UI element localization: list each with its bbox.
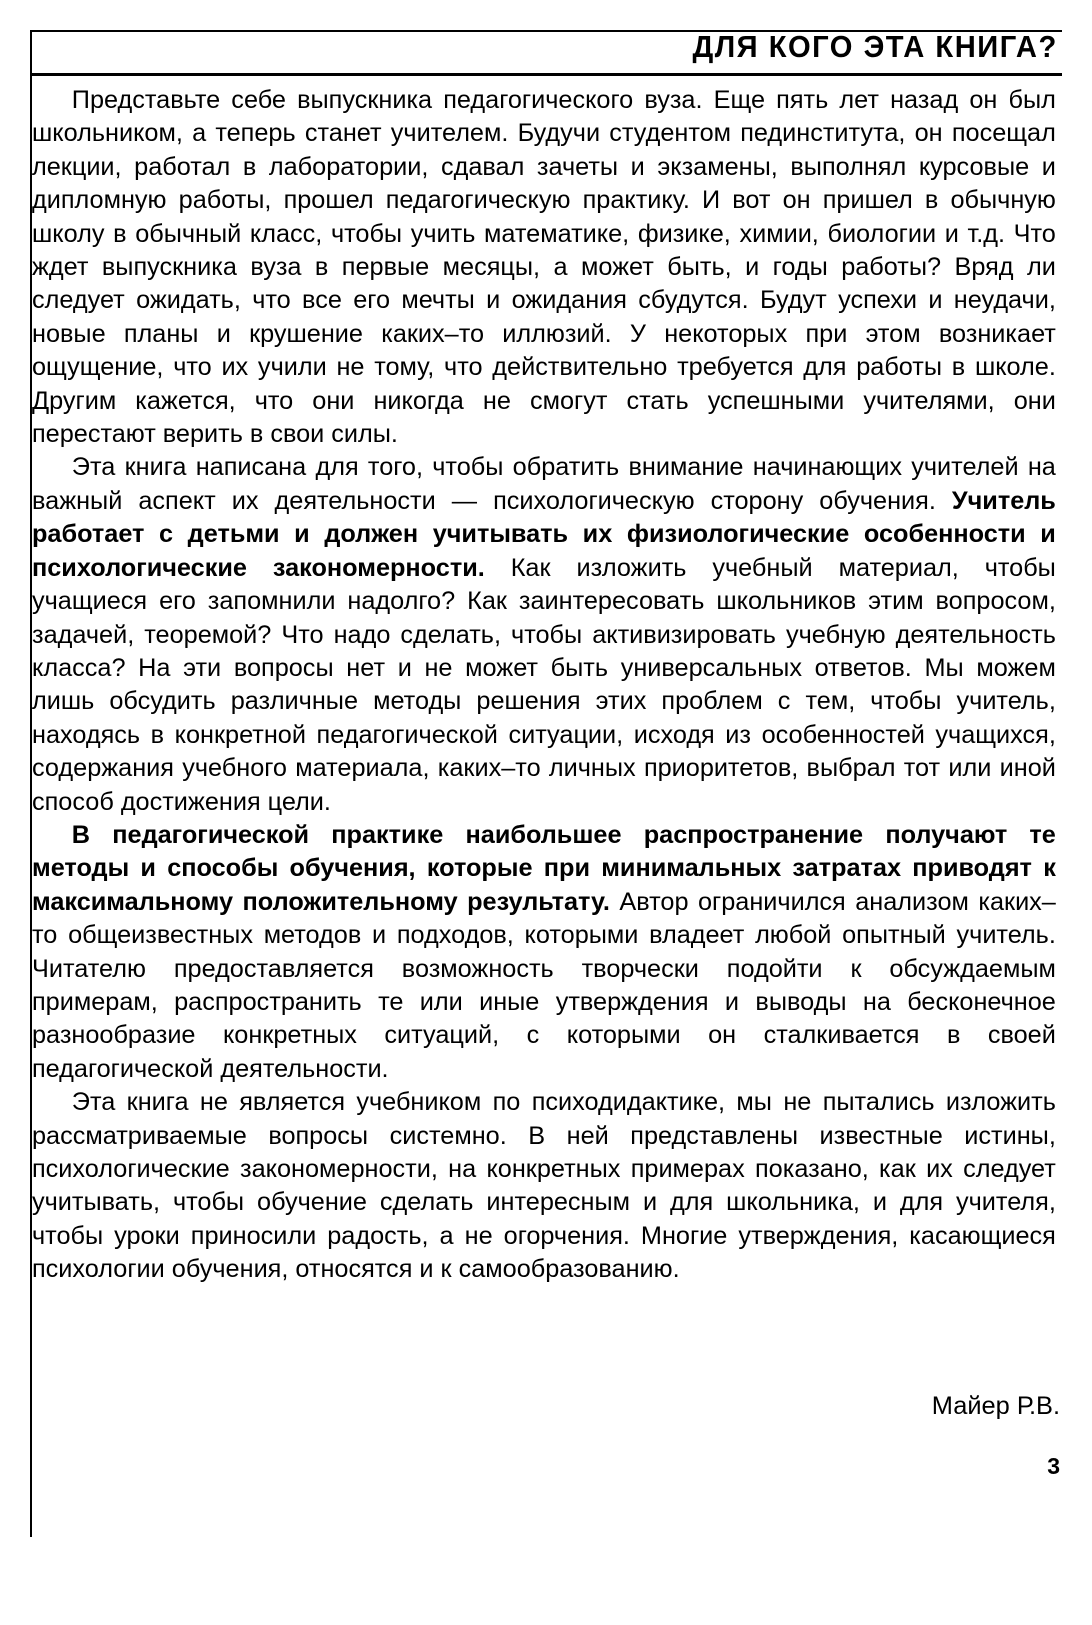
body-text: Автор ограничился анализом каких–то общеизвестных методов и подходов, которыми владеет любой опытный учитель. Читателю предоставляется возможность творчески подойти к обсуждаемым примерам, распространить те или иные утверждения и выводы на бесконечное разнообразие конкретных ситуаций, с которыми он сталкивается в своей педагогической деятельности. [32,887,1056,1083]
emphasis-text: В педагогической практике наибольшее распространение получают те методы и способы обучения, которые при минимальных затратах приводят к максимальному положительному результату. [32,820,1056,916]
body-text: Эта книга не является учебником по психодидактике, мы не пытались изложить рассматриваемые вопросы системно. В ней представлены известные истины, психологические закономерности, на конкретных примерах показано, как их следует учитывать, чтобы обучение сделать интересным и для школьника, и для учителя, чтобы уроки приносили радость, а не огорчения. Многие утверждения, касающиеся психологии обучения, относятся и к самообразованию. [32,1088,1056,1284]
para-3 [32,819,1056,1086]
body-text: Представьте себе выпускника педагогического вуза. Еще пять лет назад он был школьником, а теперь станет учителем. Будучи студентом пединститута, он посещал лекции, работал в лаборатории, сдавал зачеты и экзамены, выполнял курсовые и дипломную работы, прошел педагогическую практику. И вот он пришел в обычную школу в обычный класс, чтобы учить математике, физике, химии, биологии и т.д. Что ждет выпускника вуза в первые месяцы, а может быть, и годы работы? Вряд ли следует ожидать, что все его мечты и ожидания сбудутся. Будут успехи и неудачи, новые планы и крушение каких–то иллюзий. У некоторых при этом возникает ощущение, что их учили не тому, что действительно требуется для работы в школе. Другим кажется, что они никогда не смогут стать успешными учителями, они перестают верить в свои силы. [32,86,1056,449]
para-2 [32,451,1056,818]
para-4 [32,1086,1056,1286]
author-signature: Майер Р.В. [931,1392,1060,1420]
para-1 [32,84,1056,451]
emphasis-text: Учитель работает с детьми и должен учитывать их физиологические особенности и психологические закономерности. [32,486,1056,582]
body-text-column [32,84,1061,1287]
running-header [30,20,1060,72]
header-bottom-rule [30,73,1062,76]
body-text: Эта книга написана для того, чтобы обратить внимание начинающих учителей на важный аспект их деятельности — психологическую сторону обучения. [32,453,1056,515]
page-title: ДЛЯ КОГО ЭТА КНИГА? [692,28,1059,64]
page-number: 3 [1047,1453,1060,1479]
body-text: Как изложить учебный материал, чтобы учащиеся его запомнили надолго? Как заинтересовать школьников этим вопросом, задачей, теоремой? Что надо сделать, чтобы активизировать учебную деятельность класса? На эти вопросы нет и не может быть универсальных ответов. Мы можем лишь обсудить различные методы решения этих проблем с тем, чтобы учитель, находясь в конкретной педагогической ситуации, исходя из особенностей учащихся, содержания учебного материала, каких–то личных приоритетов, выбрал тот или иной способ достижения цели. [32,553,1056,816]
